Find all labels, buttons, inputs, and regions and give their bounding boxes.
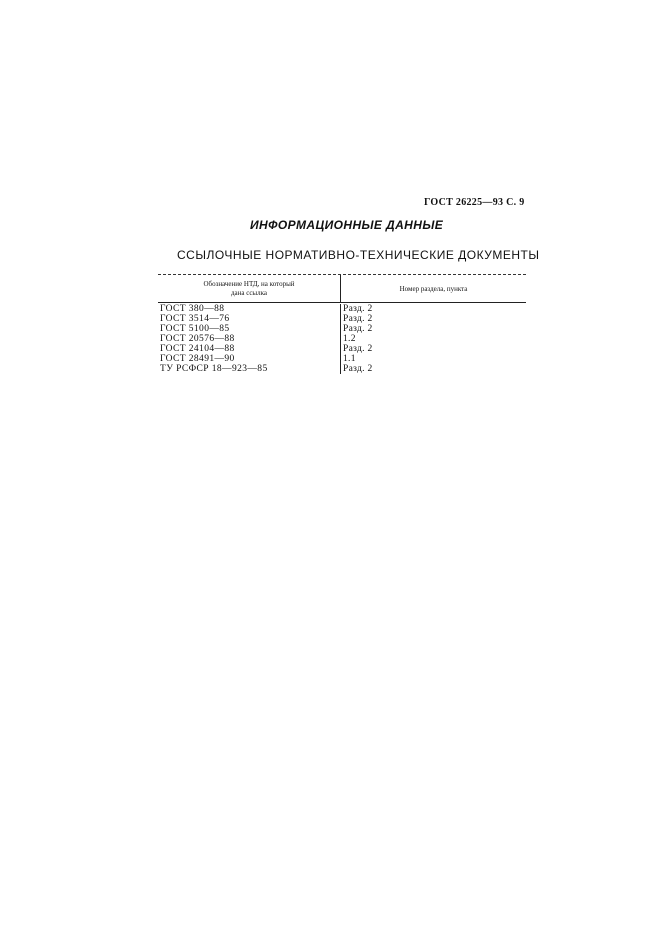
table-body: [158, 303, 526, 374]
table-row: [158, 354, 526, 364]
table-row: [158, 304, 526, 314]
table-header-row: [158, 275, 526, 302]
header-col1-line2: дана ссылка: [230, 288, 268, 297]
table-row: [158, 314, 526, 324]
row-section: Разд. 2: [343, 344, 373, 354]
row-document: ГОСТ 3514—76: [158, 314, 341, 324]
header-col1-line1: Обозначение НТД, на который: [203, 279, 295, 288]
row-document: ГОСТ 24104—88: [158, 344, 341, 354]
row-document: ТУ РСФСР 18—923—85: [158, 364, 341, 374]
row-document: ГОСТ 380—88: [158, 304, 341, 314]
row-section: 1.1: [343, 354, 356, 364]
row-section: Разд. 2: [343, 364, 373, 374]
row-section: 1.2: [343, 334, 356, 344]
table-row: [158, 344, 526, 354]
row-section: Разд. 2: [343, 314, 373, 324]
row-section: Разд. 2: [343, 324, 373, 334]
table-row: [158, 334, 526, 344]
header-section-number: Номер раздела, пункта: [399, 284, 468, 293]
table-row: [158, 364, 526, 374]
header-document-designation: [158, 275, 341, 302]
row-section: Разд. 2: [343, 304, 373, 314]
row-document: ГОСТ 28491—90: [158, 354, 341, 364]
document-subtitle: ССЫЛОЧНЫЕ НОРМАТИВНО-ТЕХНИЧЕСКИЕ ДОКУМЕНТЫ: [177, 248, 540, 262]
reference-table: [158, 274, 526, 374]
document-title: ИНФОРМАЦИОННЫЕ ДАННЫЕ: [250, 218, 444, 232]
row-document: ГОСТ 20576—88: [158, 334, 341, 344]
page-header: ГОСТ 26225—93 С. 9: [424, 197, 525, 208]
table-row: [158, 324, 526, 334]
row-document: ГОСТ 5100—85: [158, 324, 341, 334]
